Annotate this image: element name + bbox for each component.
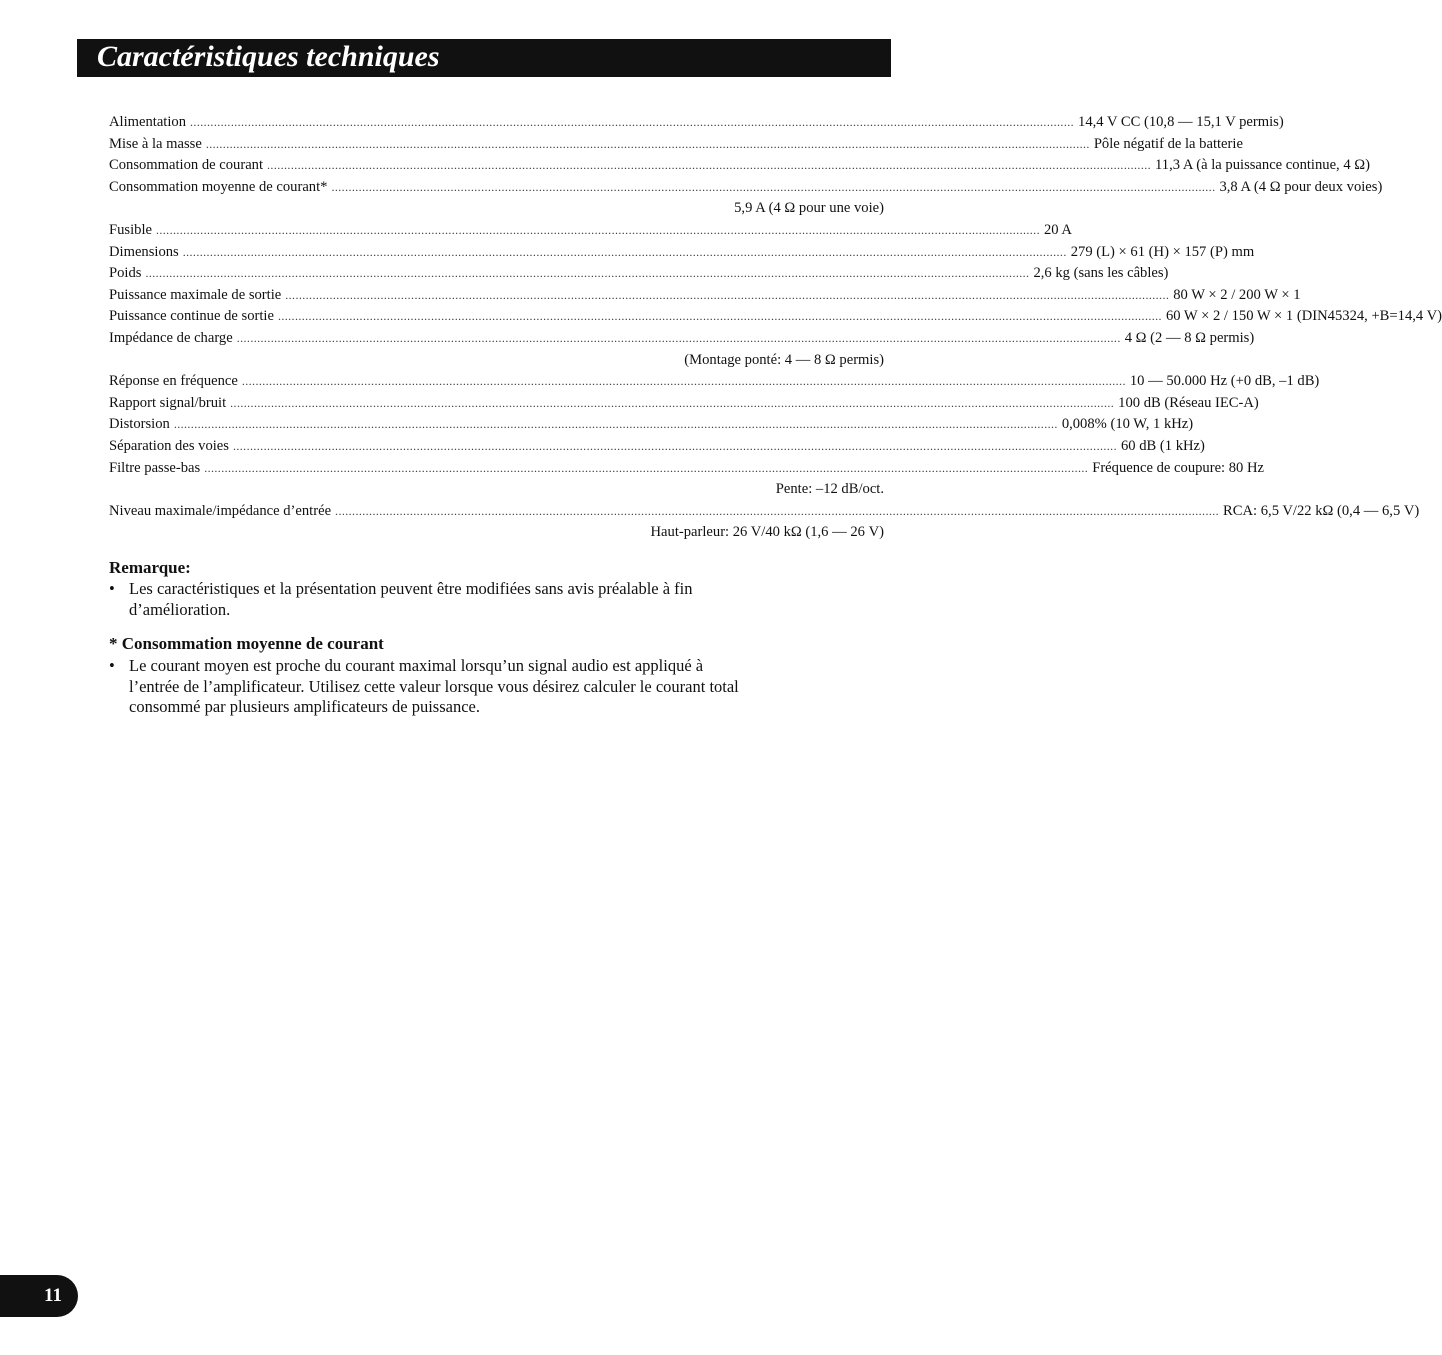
- dot-leader: ....................................................................................................................................................................................................................................................................: [285, 287, 1170, 302]
- dot-leader: ....................................................................................................................................................................................................................................................................: [236, 330, 1121, 345]
- spec-row: [109, 177, 1383, 199]
- bullet-icon: •: [109, 656, 115, 675]
- spec-label: Alimentation: [109, 114, 187, 130]
- dot-leader: ....................................................................................................................................................................................................................................................................: [190, 115, 1075, 129]
- spec-row: [109, 155, 1371, 177]
- spec-label: Mise à la masse: [109, 135, 202, 152]
- spec-value: Fréquence de coupure: 80 Hz: [1092, 459, 1265, 476]
- spec-list: [109, 112, 1442, 544]
- dot-leader: ....................................................................................................................................................................................................................................................................: [230, 395, 1115, 410]
- spec-label: Impédance de charge: [109, 329, 233, 346]
- spec-row: [109, 414, 1194, 436]
- spec-row: [109, 285, 1301, 307]
- remark-bullet: [109, 579, 749, 620]
- page-number: 11: [44, 1285, 62, 1306]
- page-title: Caractéristiques techniques: [97, 40, 440, 73]
- spec-value: 279 (L) × 61 (H) × 157 (P) mm: [1070, 243, 1255, 260]
- spec-value: 14,4 V CC (10,8 — 15,1 V permis): [1078, 114, 1284, 130]
- spec-label: Dimensions: [109, 243, 179, 260]
- dot-leader: ....................................................................................................................................................................................................................................................................: [182, 244, 1067, 259]
- spec-row: [109, 458, 1265, 480]
- spec-value: 2,6 kg (sans les câbles): [1033, 265, 1169, 282]
- spec-label: Poids: [109, 265, 142, 282]
- spec-label: Consommation de courant: [109, 157, 264, 174]
- spec-value: 0,008% (10 W, 1 kHz): [1061, 416, 1194, 433]
- spec-label: Distorsion: [109, 416, 170, 433]
- page-number-badge: [0, 1275, 78, 1317]
- spec-label: Filtre passe-bas: [109, 459, 201, 476]
- dot-leader: ....................................................................................................................................................................................................................................................................: [145, 266, 1030, 281]
- spec-row: [109, 371, 1320, 393]
- dot-leader: ....................................................................................................................................................................................................................................................................: [277, 309, 1162, 324]
- dot-leader: ....................................................................................................................................................................................................................................................................: [241, 374, 1126, 389]
- dot-leader: ....................................................................................................................................................................................................................................................................: [155, 222, 1040, 237]
- spec-row: [109, 306, 1442, 328]
- avg-current-heading: * Consommation moyenne de courant: [109, 634, 384, 653]
- spec-value: 3,8 A (4 Ω pour deux voies): [1219, 178, 1383, 195]
- spec-value-continuation: (Montage ponté: 4 — 8 Ω permis): [684, 351, 884, 368]
- spec-label: Fusible: [109, 221, 152, 238]
- spec-value: 20 A: [1043, 221, 1072, 238]
- spec-row: [109, 501, 1420, 523]
- spec-value-continuation: Pente: –12 dB/oct.: [775, 481, 884, 498]
- spec-row: [109, 393, 1259, 415]
- spec-value: RCA: 6,5 V/22 kΩ (0,4 — 6,5 V): [1223, 502, 1420, 519]
- spec-value: 4 Ω (2 — 8 Ω permis): [1124, 329, 1255, 346]
- dot-leader: ....................................................................................................................................................................................................................................................................: [335, 503, 1220, 518]
- bullet-icon: •: [109, 579, 115, 598]
- dot-leader: ....................................................................................................................................................................................................................................................................: [173, 417, 1058, 432]
- spec-label: Réponse en fréquence: [109, 373, 238, 390]
- spec-value-continuation: 5,9 A (4 Ω pour une voie): [734, 200, 884, 217]
- spec-label: Rapport signal/bruit: [109, 394, 227, 411]
- spec-label: Puissance continue de sortie: [109, 308, 274, 325]
- title-bar: [77, 39, 891, 77]
- spec-value: Pôle négatif de la batterie: [1093, 135, 1243, 152]
- spec-row: [109, 436, 1205, 458]
- remark-heading: Remarque:: [109, 558, 191, 577]
- spec-label: Niveau maximale/impédance d’entrée: [109, 502, 332, 519]
- dot-leader: ....................................................................................................................................................................................................................................................................: [204, 460, 1089, 475]
- spec-label: Puissance maximale de sortie: [109, 286, 282, 303]
- dot-leader: ....................................................................................................................................................................................................................................................................: [267, 158, 1152, 173]
- spec-label: Consommation moyenne de courant*: [109, 178, 328, 195]
- dot-leader: ....................................................................................................................................................................................................................................................................: [232, 438, 1117, 453]
- avg-current-bullet: [109, 656, 749, 718]
- spec-value: 80 W × 2 / 200 W × 1: [1173, 286, 1301, 303]
- spec-value: 60 W × 2 / 150 W × 1 (DIN45324, +B=14,4 V): [1165, 308, 1442, 325]
- spec-row: [109, 134, 1243, 156]
- dot-leader: ....................................................................................................................................................................................................................................................................: [331, 179, 1216, 194]
- spec-value-continuation: Haut-parleur: 26 V/40 kΩ (1,6 — 26 V): [650, 524, 884, 541]
- spec-row: [109, 112, 1284, 134]
- spec-row: [109, 242, 1255, 264]
- dot-leader: ....................................................................................................................................................................................................................................................................: [205, 136, 1090, 151]
- spec-row: [109, 328, 1255, 350]
- spec-row: [109, 220, 1072, 242]
- remark-text: Les caractéristiques et la présentation peuvent être modifiées sans avis préalable à fin d’amélioration.: [129, 579, 693, 619]
- spec-value: 100 dB (Réseau IEC-A): [1118, 394, 1259, 411]
- spec-value: 60 dB (1 kHz): [1120, 437, 1205, 454]
- spec-value: 11,3 A (à la puissance continue, 4 Ω): [1155, 157, 1371, 174]
- spec-label: Séparation des voies: [109, 437, 229, 454]
- avg-current-text: Le courant moyen est proche du courant maximal lorsqu’un signal audio est appliqué à l’entrée de l’amplificateur. Utilisez cette valeur lorsque vous désirez calculer le courant total consommé par plusieurs amplificateurs de puissance.: [129, 656, 739, 716]
- spec-row: [109, 263, 1169, 285]
- spec-value: 10 — 50.000 Hz (+0 dB, –1 dB): [1129, 373, 1320, 390]
